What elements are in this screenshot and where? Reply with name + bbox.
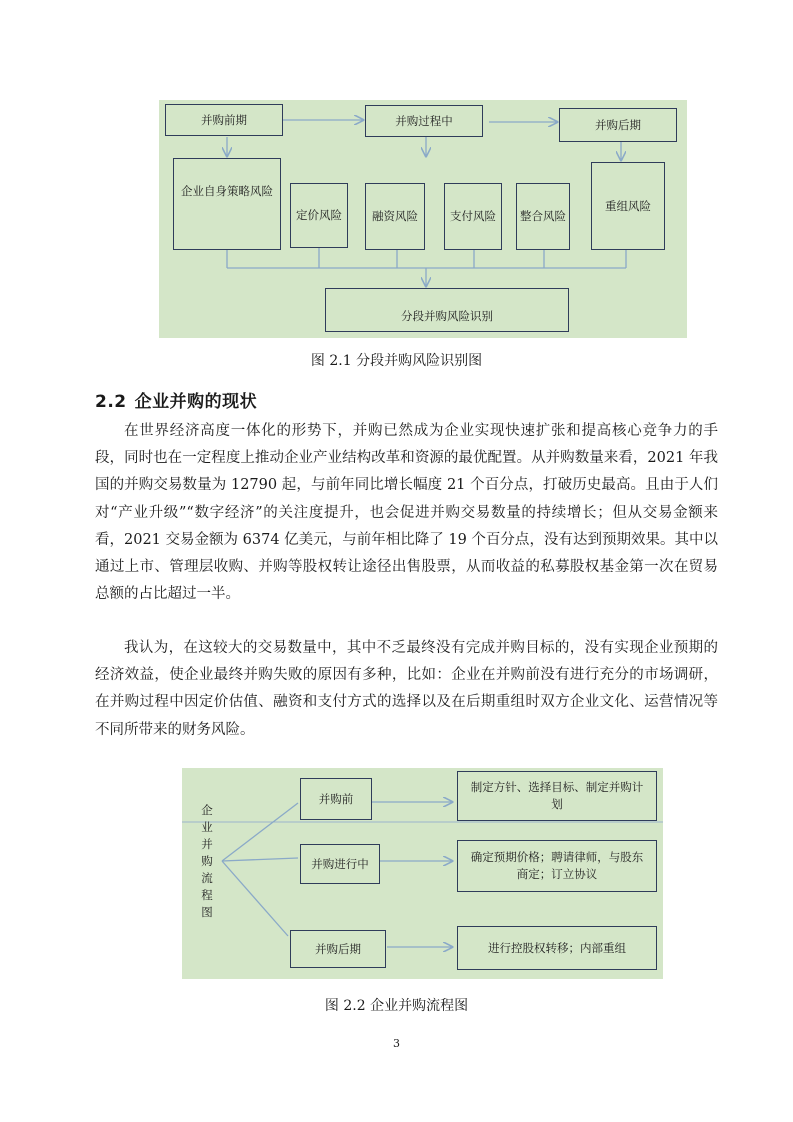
stage-box-pre-merger: 并购前 xyxy=(300,778,372,820)
box-payment-risk: 支付风险 xyxy=(444,183,502,250)
figure-2-2-caption: 图 2.2 企业并购流程图 xyxy=(324,998,469,1014)
page-number: 3 xyxy=(393,1037,400,1050)
box-during-merger: 并购过程中 xyxy=(365,105,483,137)
box-post-merger: 并购后期 xyxy=(559,108,677,142)
stage-detail-in-progress: 确定预期价格；聘请律师，与股东商定；订立协议 xyxy=(457,840,657,892)
stage-detail-pre-merger: 制定方针、选择目标、制定并购计划 xyxy=(457,771,657,821)
stage-detail-post-merger: 进行控股权转移；内部重组 xyxy=(457,926,657,970)
box-financing-risk: 融资风险 xyxy=(365,183,425,250)
paragraph-1: 在世界经济高度一体化的形势下，并购已然成为企业实现快速扩张和提高核心竞争力的手段，同时也在一定程度上推动企业产业结构改革和资源的最优配置。从并购数量来看，2021 年我国的并购交易数量为 12790 起，与前年同比增长幅度 21 个百分点，打破历史最高。且由于人们对“产业升级”“数字经济”的关注度提升，也会促进并购交易数量的持续增长；但从交易金额来看，2021 交易金额为 6374 亿美元，与前年相比降了 19 个百分点，没有达到预期效果。其中以通过上市、管理层收购、并购等股权转让途径出售股票，从而收益的私募股权基金第一次在贸易总额的占比超过一半。 xyxy=(95,423,718,603)
box-strategy-risk: 企业自身策略风险 xyxy=(173,158,281,250)
box-identification: 分段并购风险识别 xyxy=(325,288,569,332)
box-restructuring-risk: 重组风险 xyxy=(591,162,665,250)
section-heading xyxy=(95,387,257,412)
box-pricing-risk: 定价风险 xyxy=(290,183,348,248)
box-integration-risk: 整合风险 xyxy=(516,183,570,250)
figure-2-2-vertical-label: 企业并购流程图 xyxy=(201,803,213,919)
figure-2-1 xyxy=(159,100,687,338)
section-title: 企业并购的现状 xyxy=(134,392,258,412)
stage-box-post-merger: 并购后期 xyxy=(290,930,386,968)
box-pre-merger: 并购前期 xyxy=(165,104,283,136)
paragraph-2: 我认为，在这较大的交易数量中，其中不乏最终没有完成并购目标的，没有实现企业预期的经济效益，使企业最终并购失败的原因有多种，比如：企业在并购前没有进行充分的市场调研，在并购过程中因定价估值、融资和支付方式的选择以及在后期重组时双方企业文化、运营情况等不同所带来的财务风险。 xyxy=(95,640,718,738)
figure-2-1-caption: 图 2.1 分段并购风险识别图 xyxy=(310,353,483,369)
section-number: 2.2 xyxy=(95,392,127,412)
stage-box-in-progress: 并购进行中 xyxy=(300,844,380,884)
figure-2-2 xyxy=(182,768,663,979)
